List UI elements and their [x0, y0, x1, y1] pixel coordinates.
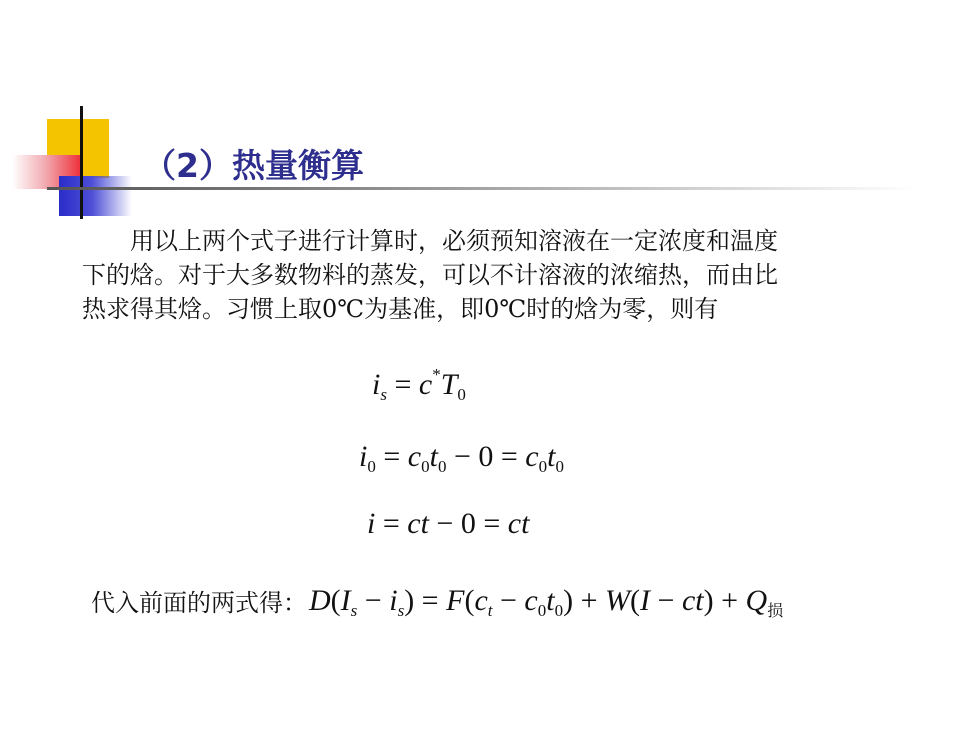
heat-balance-formula: $D(I_s - i_s) = F(c_t - c_0t_0) + W(I - ct) + Q_损$	[309, 583, 784, 620]
equation-enthalpy-solution: i = ct − 0 = ct	[367, 507, 530, 540]
ornament-blue-bar	[59, 176, 132, 216]
loss-subscript: 损	[767, 600, 784, 620]
paragraph-line-1: 用以上两个式子进行计算时，必须预知溶液在一定浓度和温度	[130, 227, 778, 255]
body-paragraph	[82, 224, 882, 326]
ornament-vertical-line	[80, 106, 83, 219]
equation-prefix: 代入前面的两式得：	[91, 589, 307, 617]
equation-enthalpy-solid: $i_s = c^*T_0$	[372, 365, 466, 404]
title-underline	[47, 187, 917, 190]
slide-title: （2）热量衡算	[143, 146, 364, 185]
equation-enthalpy-feed: $i_0 = c_0t_0 - 0 = c_0t_0$	[359, 440, 564, 476]
paragraph-line-2: 下的焓。对于大多数物料的蒸发，可以不计溶液的浓缩热，而由比	[82, 261, 778, 289]
paragraph-line-3: 热求得其焓。习惯上取0℃为基准，即0℃时的焓为零，则有	[82, 295, 719, 323]
heat-balance-equation	[91, 583, 783, 618]
